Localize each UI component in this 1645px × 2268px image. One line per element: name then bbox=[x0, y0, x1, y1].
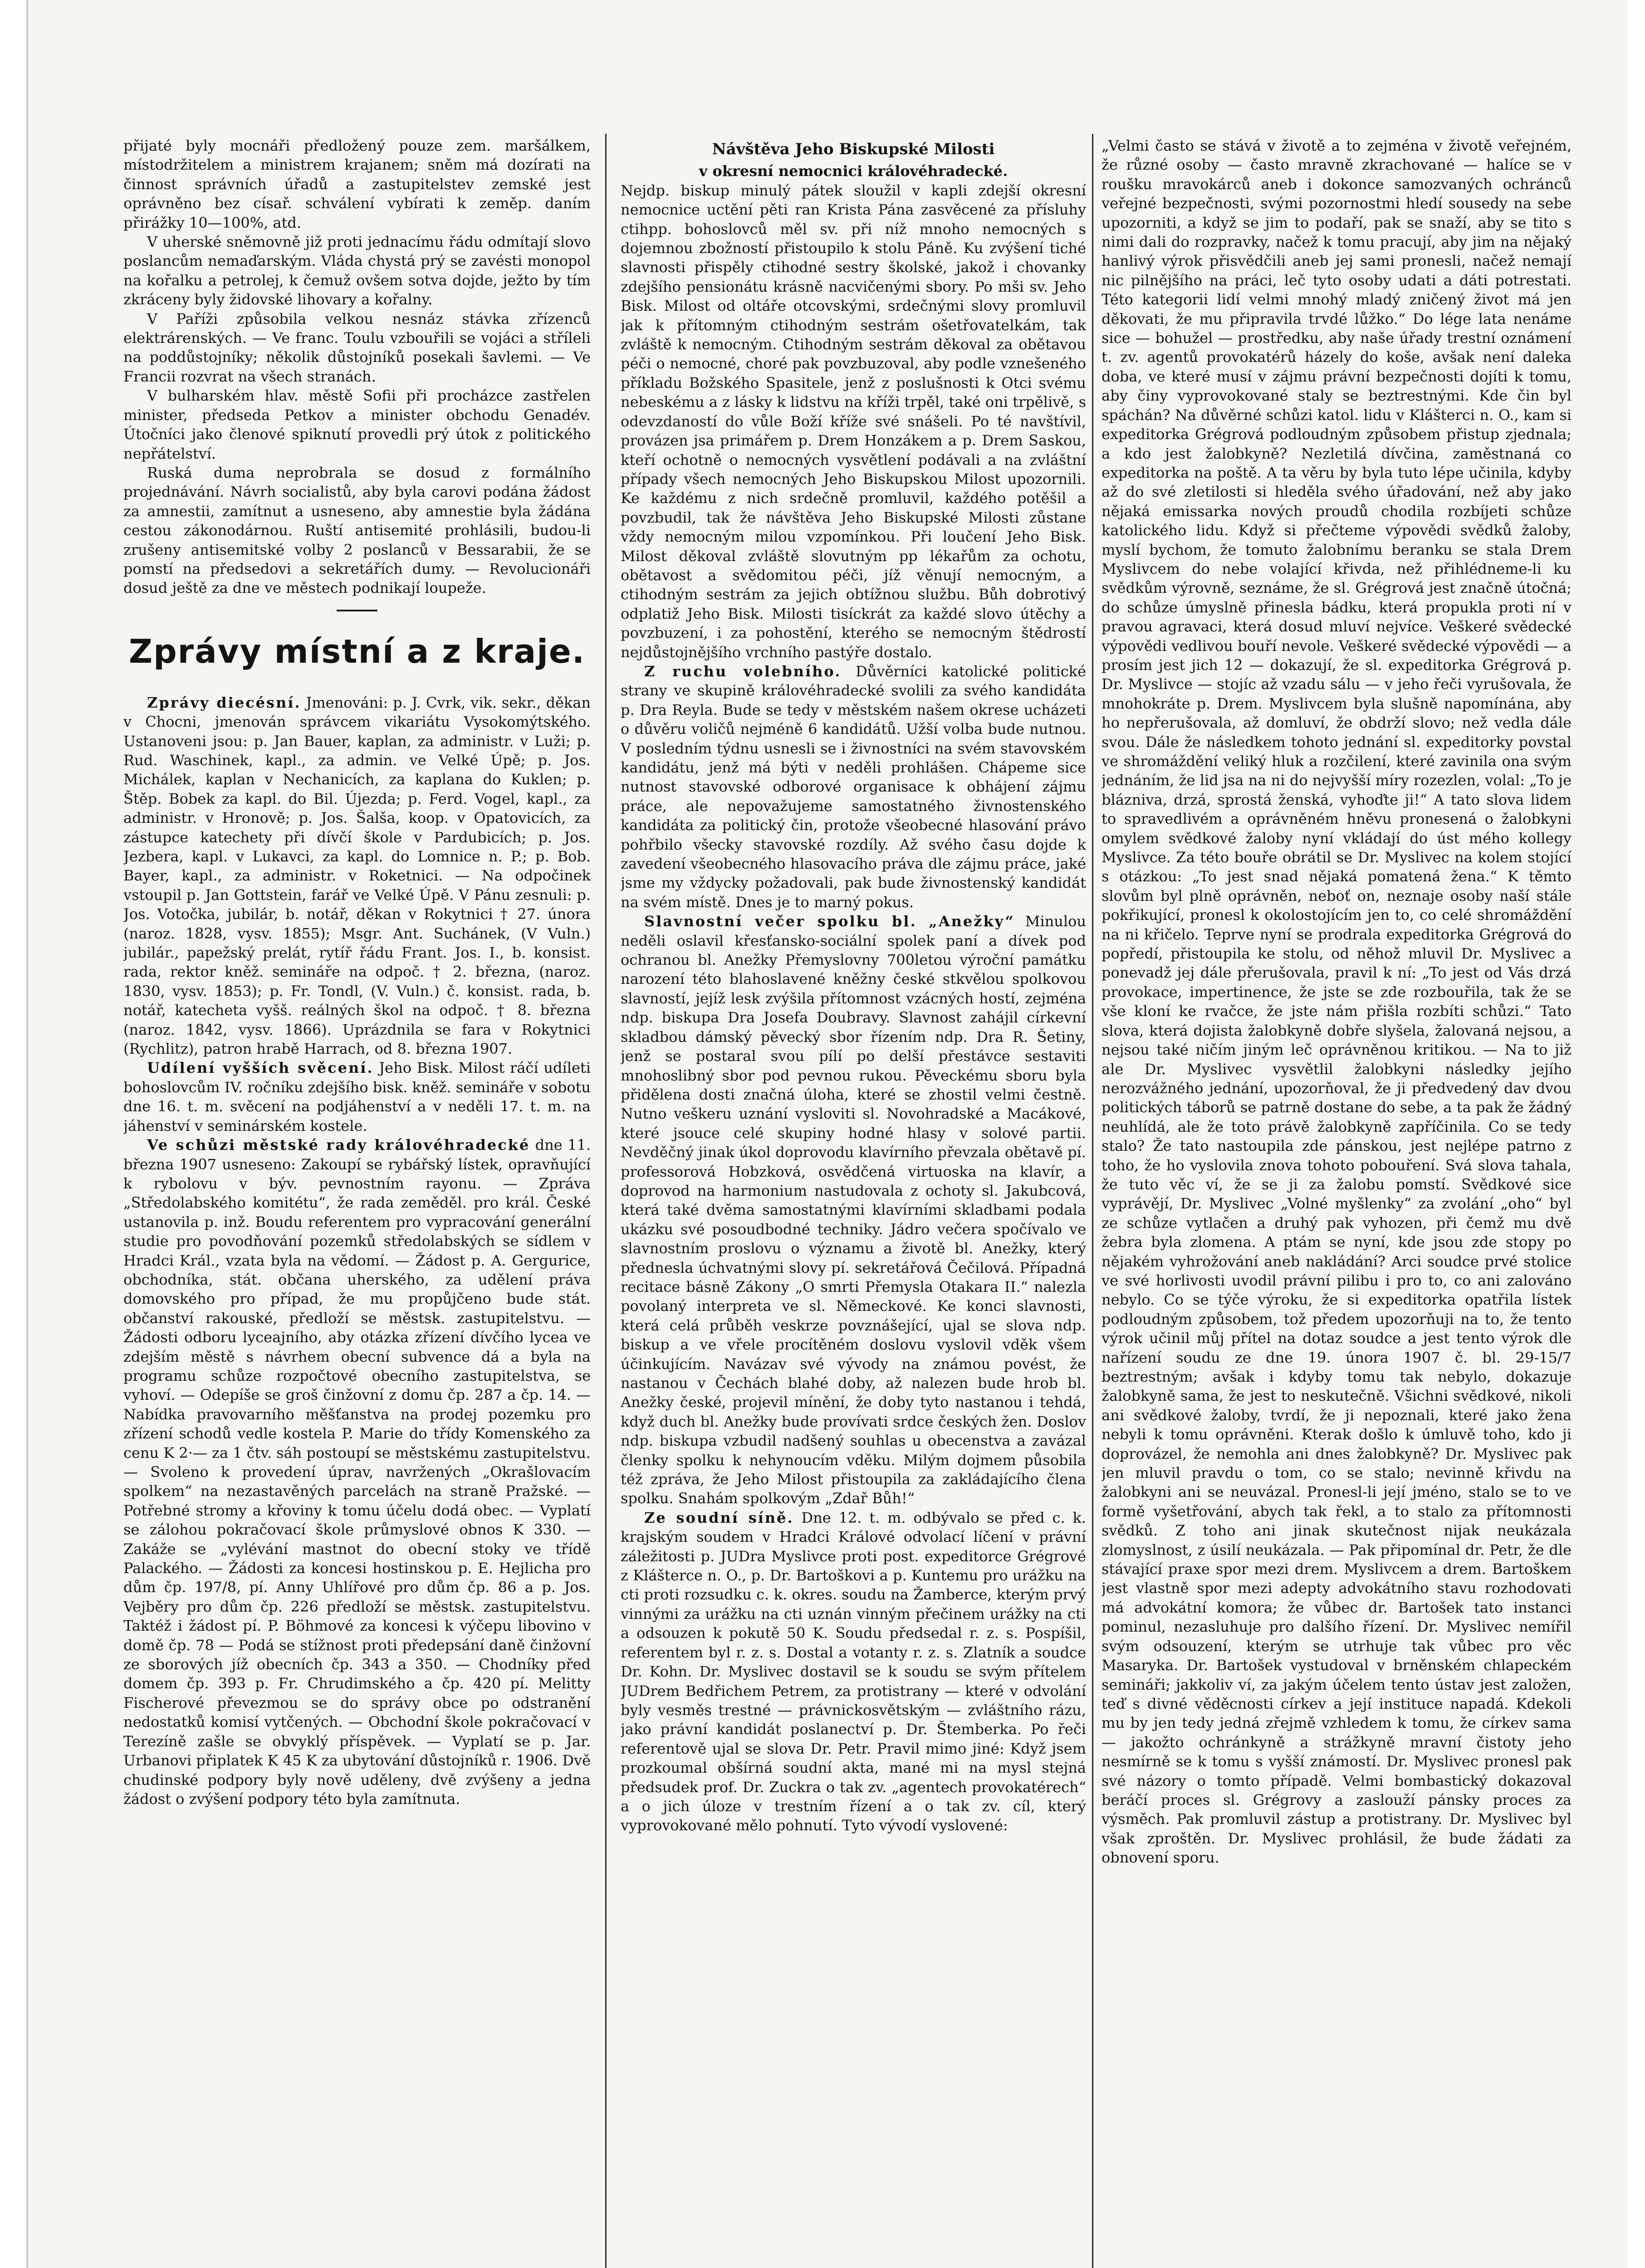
separator-rule bbox=[337, 610, 377, 611]
article-subheading: v okresní nemocnici královéhradecké. bbox=[699, 162, 1008, 180]
paragraph: Ruská duma neprobrala se dosud z formálního projednávání. Návrh socialistů, aby byla carovi podána žádost za amnestii, zamítnut a usneseno, aby amnestie byla žádána cestou zákonodárnou. Ruští antisemité prohlásili, budou-li zrušeny antisemitské volby 2 poslanců v Bessarabii, že se pomstí na předsedovi a sekretářích dumy. — Revolucionáři dosud ještě za dne ve městech podnikají loupeže. bbox=[123, 464, 591, 597]
column-divider bbox=[605, 134, 607, 2268]
news-body: Důvěrníci katolické politické strany ve skupině královéhradecké svolili za svého kandidáta p. Dra Reyla. Bude se tedy v městském našem okrese ucházeti o důvěru voličů nejméně 6 kandidátů. Užší volba bude nutnou. V posledním týdnu usnesli se i živnostníci na svém stavovském kandidátu, jenž má býti v neděli prohlášen. Chápeme sice nutnost stavovské odborové organisace k obhájení zájmu práce, ale nepovažujeme samostatného živnostenského kandidáta za politický čin, protože všeobecné hlasování právo pohřbilo všecky stavovské rozdíly. Až svého času dojde k zavedení všeobecného hlasovacího práva dle zájmu práce, jaké jsme my vždycky požadovali, pak bude živnostenský kandidát na svém místě. Dnes je to marný pokus. bbox=[621, 662, 1086, 911]
column-2 bbox=[621, 136, 1086, 2268]
news-item bbox=[123, 1058, 591, 1135]
news-body: Dne 12. t. m. odbývalo se před c. k. krajským soudem v Hradci Králové odvolací líčení v právní záležitosti p. JUDra Myslivce proti post. expeditorce Grégrové z Klášterce n. O., p. Dr. Bartoškovi a p. Kuntemu pro urážku na cti proti rozsudku c. k. okres. soudu na Žamberce, kterým prvý vinnými za urážku na cti uznán vinným přečinem urážky na cti a odsouzen k pokutě 50 K. Soudu předsedal r. z. s. Pospíšil, referentem byl r. z. s. Dostal a votanty r. z. s. Zlatník a soudce Dr. Kohn. Dr. Myslivec dostavil se k soudu se svým přítelem JUDrem Bedřichem Petrem, za protistrany — které v odvolání byly vesměs trestné — právnickosvětským — zvláštního rázu, jako právní kandidát poslanectví p. Dr. Štemberka. Po řeči referentově ujal se slova Dr. Petr. Pravil mimo jiné: Když jsem prozkoumal obšírná soudní akta, mané mi na mysl stejná předsudek prof. Dr. Zuckra o tak zv. „agentech provokatérech“ a o jich úloze v trestním řízení a o tak zv. cíl, který vyprovokované mělo pohnutí. Tyto vývodí vyslovené: bbox=[621, 1509, 1086, 1834]
news-body: Jeho Bisk. Milost ráčí udíleti bohoslovcům IV. ročníku zdejšího bisk. kněž. semináře v sobotu dne 16. t. m. svěcení na podjáhenství a v neděli 17. t. m. na jáhenství v seminárském kostele. bbox=[123, 1059, 591, 1134]
news-body: Jmenováni: p. J. Cvrk, vik. sekr., děkan v Chocni, jmenován správcem vikariátu Vysokomýtského. Ustanoveni jsou: p. Jan Bauer, kaplan, za administr. v Luži; p. Rud. Waschinek, kapl., za admin. ve Velké Úpě; p. Jos. Michálek, kaplan v Nechanicích, za kaplana do Kuklen; p. Štěp. Bobek za kapl. do Bil. Újezda; p. Ferd. Vogel, kapl., za administr. v Hronově; p. Jos. Šalša, koop. v Opatovicích, za zástupce katechety při dívčí škole v Pardubicích; p. Jos. Jezbera, kapl. v Lukavci, za kapl. do Lomnice n. P.; p. Bob. Bayer, kapl., za administr. v Roketnici. — Na odpočinek vstoupil p. Jan Gottstein, farář ve Velké Úpě. V Pánu zesnuli: p. Jos. Votočka, jubilár, b. notář, děkan v Rokytnici † 27. února (naroz. 1828, vysv. 1855); Msgr. Ant. Suchánek, (V Vuln.) jubilár., papežský prelát, rytíř řádu Frant. Jos. I., b. konsist. rada, rektor kněž. semináře na odpoč. † 2. března, (naroz. 1830, vysv. 1853); p. Fr. Tondl, (V. Vuln.) č. konsist. rada, b. notář, katecheta vyšš. reálných škol na odpoč. † 8. března (naroz. 1842, vysv. 1866). Uprázdnila se fara v Rokytnici (Rychlitz), patron hrabě Harrach, od 8. března 1907. bbox=[123, 694, 591, 1058]
column-divider bbox=[1092, 134, 1093, 2268]
article-heading: Návštěva Jeho Biskupské Milosti bbox=[712, 140, 995, 158]
news-heading: Ze soudní síně. bbox=[644, 1509, 794, 1526]
news-item bbox=[621, 662, 1086, 912]
news-body: dne 11. března 1907 usneseno: Zakoupí se rybářský lístek, opravňující k rybolovu v býv. pevnostním rayonu. — Zpráva „Středolabského komitétu“, že rada zeměděl. pro král. České ustanovila p. inž. Boudu referentem pro vypracování generální studie pro povodňování pozemků středolabských se sídlem v Hradci Král., vzata byla na vědomí. — Žádost p. A. Gergurice, obchodníka, stát. občana uherského, za udělení práva domovského pro případ, že mu propůjčeno bude stát. občanství rakouské, předloží se městsk. zastupitelstvu. — Žádosti odboru lyceajního, aby otázka zřízení dívčího lycea ve zdejším městě s návrhem obecní subvence dá a byla na programu schůze rozpočtové obecního zastupitelstva, se vyhoví. — Odepíše se groš činžovní z domu čp. 287 a čp. 14. — Nabídka pravovarního měšťanstva na prodej pozemku pro zřízení schodů vedle kostela P. Marie do třídy Komenského za cenu K 2·— za 1 čtv. sáh postoupí se městskému zastupitelstvu. — Svoleno k provedení úprav, navržených „Okrašlovacím spolkem“ na nezastavěných parcelách na straně Pražské. — Potřebné stromy a křoviny k tomu účelu dodá obec. — Vyplatí se zálohou pokračovací škole průmyslové obnos K 330. — Zakáže se „vylévání mastnot do obecní stoky ve třídě Palackého. — Žádosti za koncesi hostinskou p. E. Hejlicha pro dům čp. 197/8, pí. Anny Uhlířové pro dům čp. 86 a p. Jos. Vejběry pro dům čp. 226 předloží se městsk. zastupitelstvu. Taktéž i žádost pí. P. Böhmové za koncesi k výčepu libovino v domě čp. 78 — Podá se stížnost proti předepsání daně činžovní ze sborových jíž obecních čp. 343 a 350. — Chodníky před domem čp. 393 p. Fr. Chrudimského a čp. 420 pí. Melitty Fischerové převezmou se do správy obce po odstranění nedostatků komisí vytčených. — Obchodní škole pokračovací v Terezíně zašle se obvyklý příspěvek. — Vyplatí se p. Jar. Urbanovi připlatek K 45 K za ubytování důstojníků r. 1906. Dvě chudinské podpory byly nově uděleny, dvě zvýšeny a jedna žádost o zvýšení podpory této byla zamítnuta. bbox=[123, 1136, 591, 1808]
news-body: Minulou neděli oslavil křesťansko-sociální spolek paní a dívek pod ochranou bl. Anežky Přemyslovny 700letou výroční památku narození této blahoslavené kněžny české stkvělou spolkovou slavností, jejíž lesk zvýšila přítomnost vzácných hostí, zejména ndp. biskupa Dra Josefa Doubravy. Slavnost zahájil církevní skladbou dámský pěvecký sbor řízením ndp. Dra R. Šetiny, jenž se postaral svou pílí po delší přestávce sestaviti mnohoslibný sbor pod pevnou rukou. Pěveckému sboru byla přidělena dosti značná úloha, které se zhostil velmi čestně. Nutno veškeru uznání vysloviti sl. Novohradské a Macákové, které jsouce celé skupiny hodné hlasy v solové partii. Nevděčný jinak úkol doprovodu klavírního převzala obětavě pí. professorová Hobzková, osvědčená virtuoska na klavír, a doprovod na harmonium nastudovala z ochoty sl. Jakubcová, která také dvěma samostatnými klavírními skladbami podala ukázku své posoudbodné techniky. Jádro večera spočívalo ve slavnostním proslovu o významu a životě bl. Anežky, který přednesla úchvatnými slovy pí. sekretářová Čečilová. Případná recitace básně Zákony „O smrti Přemysla Otakara II.“ nalezla povolaný interpreta ve sl. Německové. Ke konci slavnosti, která celá průběh veskrze povznášející, ujal se slova ndp. biskup a ve vřele procítěném doslovu vyslovil vděk všem účinkujícím. Navázav své vývody na známou povést, že nastanou v Čechách blahé doby, až nalezen bude hrob bl. Anežky české, projevil mínění, že doby tyto nastanou i tehdá, když duch bl. Anežky bude provívati srdce českých žen. Doslov ndp. biskupa vzbudil nadšený souhlas u obecenstva a zavázal členky spolku k nehynoucím vděku. Milým dojmem působila též zpráva, že Jeho Milost přistoupila za zakládajícího člena spolku. Snahám spolkovým „Zdař Bůh!“ bbox=[621, 913, 1086, 1507]
news-heading: Slavnostní večer spolku bl. „Anežky“ bbox=[644, 913, 1015, 930]
news-item bbox=[621, 1508, 1086, 1835]
news-item bbox=[621, 912, 1086, 1508]
column-1 bbox=[123, 136, 591, 2268]
news-heading: Z ruchu volebního. bbox=[644, 662, 842, 680]
paragraph: V Paříži způsobila velkou nesnáz stávka zřízenců elektrárenských. — Ve franc. Toulu vzbouřili se vojáci a stříleli na poddůstojníky; několik důstojníků posekali šavlemi. — Ve Francii rozvrat na všech stranách. bbox=[123, 310, 591, 385]
paragraph: přijaté byly mocnáři předložený pouze zem. maršálkem, místodržitelem a ministrem krajanem; sněm má dozírati na činnost správních úřadů a zastupitelstev zemské jest oprávněno bez císař. schválení vybírati k zeměp. daním přirážky 10—100%, atd. bbox=[123, 137, 591, 231]
news-heading: Ve schůzi městské rady královéhradecké bbox=[147, 1136, 530, 1154]
news-item bbox=[123, 693, 591, 1059]
newspaper-page bbox=[26, 0, 1628, 2268]
news-heading: Zprávy diecésní. bbox=[147, 694, 301, 711]
paragraph: V bulharském hlav. městě Sofii při procházce zastřelen minister, předseda Petkov a minister obchodu Genadév. Útočníci jako členové spiknutí provedli prý útok z politického nepřátelství. bbox=[123, 387, 591, 462]
news-heading: Udílení vyšších svěcení. bbox=[147, 1059, 374, 1077]
paragraph: Nejdp. biskup minulý pátek sloužil v kapli zdejší okresní nemocnice uctění pěti ran Krista Pána zasvěcené za přísluhy ctihpp. bohoslovců měl sv. při níž mnoho nemocných s dojemnou zbožností přistoupilo k stolu Páně. Ku zvýšení tiché slavnosti přispěly ctihodné sestry školské, jakož i chovanky zdejšího pensionátu krásně nacvičenými sbory. Po mši sv. Jeho Bisk. Milost od oltáře otcovskými, srdečnými slovy promluvil jak k přítomným ctihodným sestrám ošetřovatelkám, tak zvláště k nemocným. Ctihodným sestrám děkoval za obětavou péči o nemocné, choré pak povzbuzoval, aby podle vznešeného příkladu Božského Spasitele, jenž z poslušnosti k Otci svému nebeskému a z lásky k lidstvu na kříži trpěl, také oni trpělivě, s odevzdaností do vůle Boží kříže své snášeli. Po té navštívil, provázen jsa primářem p. Drem Honzákem a p. Drem Saskou, kteří ochotně o nemocných vysvětlení podávali a na zvláštní případy všech nemocných Jeho Biskupskou Milost upozornili. Ke každému z nich srdečně promluvil, každého potěšil a povzbudil, tak že návštěva Jeho Biskupské Milosti zůstane vždy nemocným milou vzpomínkou. Při loučení Jeho Bisk. Milost děkoval zvláště slovutným pp lékařům za ochotu, obětavost a svědomitou péči, jíž věnují nemocným, a ctihodným sestrám za jejich obtížnou službu. Bůh dobrotivý odplatiž Jeho Bisk. Milosti tisíckrát za každé slovo útěchy a povzbuzení, i za pohostění, kterého se nemocným štědrostí nejdůstojnějšího vrchního pastýře dostalo. bbox=[621, 181, 1086, 661]
paragraph: V uherské sněmovně již proti jednacímu řádu odmítají slovo poslancům nemaďarským. Vláda chystá prý se zavésti monopol na kořalku a petrolej, k čemuž ovšem sotva dojde, ježto by tím zkráceny byly židovské lihovary a kořalny. bbox=[123, 233, 591, 308]
section-title: Zprávy místní a z kraje. bbox=[128, 632, 586, 670]
paragraph: „Velmi často se stává v životě a to zejména v životě veřejném, že různé osoby — často mravně zkrachované — halíce se v roušku mravokárců aneb i dokonce samozvaných ochránců veřejné bezpečnosti, svými pozornostmi hledí sousedy na sebe upozorniti, a když se jim to podaří, pak se snaží, aby se tito s nimi dali do rozpravky, načež k tomu pracují, aby jim na nějaký hanlivý výrok přisvědčili aneb jej sami pronesli, načež nemají nic pilnějšího na práci, leč tyto osoby udati a dáti potrestati. Této kategorii lidí velmi mnohý mladý zničený život má jen děkovati, že mu připravila trvdé lůžko.“ Do lége lata nenáme sice — bohužel — prostředku, aby naše úřady trestní oznámení t. zv. agentů provokatérů házely do koše, avšak není daleka doba, ve které musí v zájmu právní bezpečnosti dojíti k tomu, aby činy vyprovokované staly se beztrestnými. Kde čin byl spáchán? Na důvěrné schůzi katol. lidu v Klášterci n. O., kam si expeditorka Grégrová podloudným způsobem přistup zjednala; a kdo jest žalobkyně? Nezletilá dívčina, zaměstnaná co expeditorka na poště. A ta věru by byla tuto lépe učinila, kdyby až do své zletilosti si hleděla svého úřadování, než aby jako nějaká emissarka nových proudů chodila rozbíjeti schůze katolického lidu. Když si přečteme výpovědi svědků žaloby, myslí bychom, že tomuto žalobnímu beranku se stala Drem Myslivcem do nebe volající křivda, než přihlédneme-li ku svědkům výrovně, seznáme, že sl. Grégrová jest značně útočná; do schůze úmyslně přinesla bádku, která propukla proti ní v pravou agravaci, která dosud mluví nejvíce. Veškeré svědecké výpovědi vedlivou bouří nevole. Veškeré svědecké výpovědi — a prosím jest jich 12 — dokazují, že sl. expeditorka Grégrová p. Dr. Myslivce — stojíc až vzadu sálu — v jeho řeči vyrušovala, že mnohokráte p. Drem. Myslivcem byla slušně napomínána, aby ho nepřerušovala, až domluví, že obdrží slovo; než vedla dále svou. Dále že následkem tohoto jednání sl. expeditorky povstal ve shromáždění veliký hluk a rozčilení, které zavinila ona svým jednáním, že lid jsa na ni do nejvyšší míry rozezlen, volal: „To je blázniva, drzá, sprostá ženská, vyhoďte ji!“ A tato slova lidem to spravedlivém a oprávněném hněvu pronesená o žalobkyni omylem svědkové žaloby nyní vkládají do úst mého kollegy Myslivce. Za této bouře obrátil se Dr. Myslivec na kolem stojící s otázkou: „To jest snad nějaká pomatená žena.“ K těmto slovům byl plně oprávněn, neboť on, neznaje osoby naší stále pokřikující, pronesl k okolostojícím jen to, co celé shromáždění na ni křičelo. Teprve nyní se prodrala expeditorka Grégrová do popředí, přistoupila ke stolu, od něhož mluvil Dr. Myslivec a ponevadž jej dále přerušovala, pravil k ní: „To jest od Vás drzá provokace, impertinence, že jste se zde rozbouřila, tak že se vše kloní ke rvačce, že jste nám přišla rozbíti schůzi.“ Tato slova, která dojista žalobkyně dobře slyšela, žalovaná nejsou, a nejsou také ničím jiným leč oprávněnou kritikou. — Na to již ale Dr. Myslivec vysvětlil žalobkyni následky jejího nerozvážného jednání, upozorňoval, že ji předvedený dav dvou politických táborů se patrně dostane do sebe, a ta pak že žádný neuhlídá, ale že toto právě žalobkyně zapříčinila. Co se tedy stalo? Že tato nastoupila zde pánskou, jest nejlépe patrno z toho, že ho vyslovila znova tohoto pobouření. Svá slova tahala, že tuto věc ví, že se ji za žalobu pomstí. Svědkové sice vyprávějí, Dr. Myslivec „Volné myšlenky“ za zvolání „oho“ byl ze schůze vytlačen a druhý pak vyhozen, při čemž mu dvě žebra byla zlomena. A ptám se nyní, kde jsou zde stopy po nějakém vyhrožování aneb nakládání? Arci soudce prvé stolice ve své horlivosti uvodil právní pilibu i pro to, co ani zalováno nebylo. Co se týče výroku, že si expeditorka opatřila lístek podloudným způsobem, tož předem upozorňuji na to, že tento výrok učinil můj přítel na dotaz soudce a jest tento výrok dle nařízení soudu ze dne 19. února 1907 č. bl. 29-15/7 beztrestným; avšak i kdyby tomu tak nebylo, dokazuje žalobkyně sama, že jest to neskutečně. Všichni svědkové, nikoli ani svědkové žaloby, tvrdí, že ji nepoznali, které jako žena nebyli k tomu oprávněni. Kterak došlo k úmluvě toho, kdo ji doprovázel, že nemohla ani dnes žalobkyně? Dr. Myslivec pak jen mluvil pravdu o tom, co se stalo; nevinně křivdu na žalobkyni ani se neuvázal. Pronesl-li její jméno, stalo se to ve formě vyšetřování, abych tak řekl, a to stalo za přítomnosti svědků. Z toho ani jinak skutečnost nijak neukázala zlomyslnost, z úsilí neukázala. — Pak připomínal dr. Petr, že dle stávající praxe spor mezi drem. Myslivcem a drem. Bartoškem jest vlastně spor mezi adepty advokátního stavu rozhodovati má advokátní komora; že vůbec dr. Bartošek tato instanci pominul, nezasluhuje pro dalšího řízení. Dr. Myslivec nemířil svým odsouzení, kterým se utrhuje tak vůbec pro věc Masaryka. Dr. Bartošek vystudoval v brněnském chlapeckém semináři; jakkoliv ví, za jakým účelem tento ústav jest založen, teď s divné věděcnosti církev a její instituce napadá. Kdekoli mu by jen tedy jedná zřejmě vzhledem k tomu, že církev sama — jakožto ochránkyně a strážkyně mravní čistoty jeho nesmírně se k tomu s vyšší známostí. Dr. Myslivec pronesl pak své názory o tomto případě. Velmi bombastický dokazoval beráčí proces sl. Grégrovy a zaslouží pánsky proces za výsměch. Pak promluvil zástup a protistrany. Dr. Myslivec byl však zproštěn. Dr. Myslivec prohlásil, že bude žádati za obnovení sporu. bbox=[1102, 137, 1572, 1867]
news-item bbox=[123, 1135, 591, 1809]
column-3 bbox=[1102, 136, 1572, 2268]
